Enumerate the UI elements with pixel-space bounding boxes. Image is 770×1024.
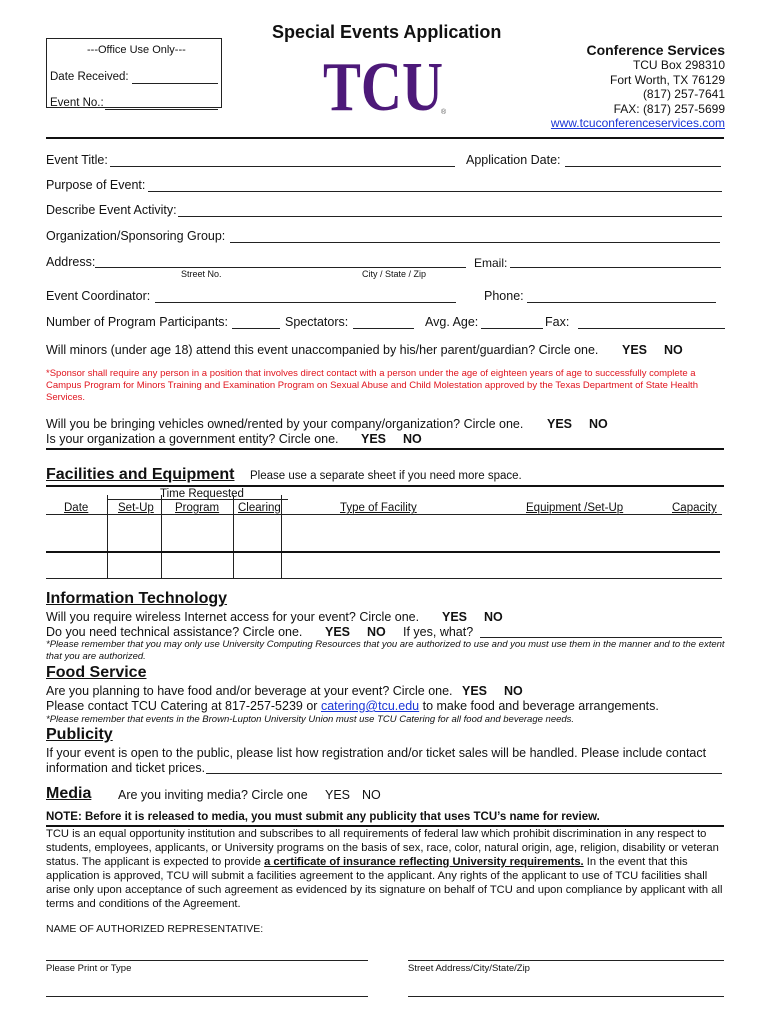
time-requested-label: Time Requested: [160, 488, 244, 500]
facilities-table: [46, 515, 722, 579]
address-caption: Street Address/City/State/Zip: [408, 963, 530, 974]
vehicles-yes-option[interactable]: YES: [547, 417, 573, 431]
authorized-rep-label: NAME OF AUTHORIZED REPRESENTATIVE:: [46, 923, 264, 935]
city-state-zip-caption: City / State / Zip: [362, 269, 427, 279]
avg-age-field[interactable]: [481, 328, 543, 329]
coordinator-field[interactable]: [155, 302, 456, 303]
legal-text-2: In the event that this application is approved, TCU will submit a facilities agreement to the applicant. Any rights of the applicant to use of TCU facilities shall arise only upon acceptance of such agreement as evidenced by its signature on behalf of TCU and upon compliance by applicant with all terms and conditions of the Agreement.: [46, 855, 723, 910]
fax-field[interactable]: [578, 328, 725, 329]
col-capacity: Capacity: [672, 502, 717, 514]
col-type-of-facility: Type of Facility: [340, 502, 417, 514]
government-no-option[interactable]: NO: [403, 432, 422, 446]
col-date: Date: [64, 502, 89, 514]
tech-no-option[interactable]: NO: [367, 625, 386, 639]
office-use-header: ---Office Use Only---: [87, 44, 186, 56]
media-note: NOTE: Before it is released to media, you must submit any publicity that uses TCU’s name for review.: [46, 811, 600, 823]
tcu-logo: [322, 52, 448, 118]
minors-yes-option[interactable]: YES: [622, 343, 648, 357]
contact-url-link[interactable]: www.tcuconferenceservices.com: [550, 116, 725, 130]
wireless-yes-option[interactable]: YES: [442, 610, 468, 624]
minors-question: Will minors (under age 18) attend this event unaccompanied by his/her parent/guardian? Circle one.: [46, 343, 599, 357]
registered-mark: ®: [441, 109, 447, 116]
if-yes-label: If yes, what?: [403, 625, 474, 639]
describe-field[interactable]: [178, 216, 722, 217]
spectators-label: Spectators:: [285, 315, 349, 329]
participants-field[interactable]: [232, 328, 280, 329]
contact-block: [551, 42, 725, 131]
signature-field-2[interactable]: [408, 996, 724, 997]
food-yes-option[interactable]: YES: [462, 684, 488, 698]
food-no-option[interactable]: NO: [504, 684, 523, 698]
purpose-field[interactable]: [148, 191, 722, 192]
rep-name-field[interactable]: [46, 960, 368, 961]
page-title: Special Events Application: [272, 22, 502, 42]
facilities-heading: Facilities and Equipment: [46, 466, 235, 483]
application-date-label: Application Date:: [466, 153, 561, 167]
it-note: *Please remember that you may only use University Computing Resources that you are authorized to use and you must use them in the manner and to the extent that you are authorized.: [46, 639, 725, 662]
event-no-label: Event No.:: [50, 97, 104, 109]
food-contact: [46, 699, 659, 713]
participants-label: Number of Program Participants:: [46, 315, 229, 329]
section-divider: [46, 448, 724, 450]
email-field[interactable]: [510, 267, 721, 268]
food-question: Are you planning to have food and/or beverage at your event? Circle one.: [46, 684, 453, 698]
legal-text-1: TCU is an equal opportunity institution and subscribes to all requirements of federal law which prohibit discrimination in any respect to students, employees, applicants, or University programs on the basis of sex, race, color, natural origin, age, religion, disability or veteran status. The applicant is expected to provide: [46, 828, 719, 868]
header-divider: [46, 137, 724, 139]
time-requested-line: [108, 499, 288, 500]
event-no-field[interactable]: [105, 109, 218, 110]
legal-paragraph: [46, 828, 726, 911]
media-yes-option[interactable]: YES: [325, 788, 351, 802]
email-label: Email:: [474, 256, 508, 270]
date-received-label: Date Received:: [50, 71, 129, 83]
org-field[interactable]: [230, 242, 720, 243]
spectators-field[interactable]: [353, 328, 414, 329]
tech-yes-option[interactable]: YES: [325, 625, 351, 639]
contact-city: Fort Worth, TX 76129: [610, 72, 725, 87]
publicity-field[interactable]: [206, 773, 722, 774]
facilities-subtext: Please use a separate sheet if you need more space.: [250, 470, 522, 482]
vehicles-question: Will you be bringing vehicles owned/rented by your company/organization? Circle one.: [46, 417, 524, 431]
media-no-option[interactable]: NO: [362, 788, 381, 802]
media-heading: Media: [46, 785, 92, 802]
minors-no-option[interactable]: NO: [664, 343, 683, 357]
publicity-heading: Publicity: [46, 726, 113, 743]
phone-label: Phone:: [484, 289, 524, 303]
media-question: Are you inviting media? Circle one: [118, 788, 308, 802]
food-note: *Please remember that events in the Brown-Lupton University Union must use TCU Catering for all food and beverage needs.: [46, 714, 575, 725]
col-divider: [233, 495, 234, 579]
contact-box: TCU Box 298310: [632, 58, 725, 72]
signature-field[interactable]: [46, 996, 368, 997]
org-label: Organization/Sponsoring Group:: [46, 229, 226, 243]
date-received-field[interactable]: [132, 83, 218, 84]
tcu-logo-mark: [322, 52, 448, 118]
street-no-caption: Street No.: [181, 269, 222, 279]
avg-age-label: Avg. Age:: [425, 315, 479, 329]
address-label: Address:: [46, 255, 96, 269]
address-field[interactable]: [95, 267, 466, 268]
contact-fax: FAX: (817) 257-5699: [613, 101, 725, 116]
col-equipment: Equipment /Set-Up: [526, 502, 624, 514]
food-heading: Food Service: [46, 664, 147, 681]
catering-email-link[interactable]: catering@tcu.edu: [320, 699, 420, 713]
col-clearing: Clearing: [238, 502, 281, 514]
tech-question: Do you need technical assistance? Circle one.: [46, 625, 303, 639]
publicity-text-2: information and ticket prices.: [46, 761, 206, 775]
government-question: Is your organization a government entity? Circle one.: [46, 432, 339, 446]
contact-phone: (817) 257-7641: [642, 87, 725, 101]
food-contact-pre: Please contact TCU Catering at 817-257-5239 or: [46, 699, 318, 713]
it-heading: Information Technology: [46, 590, 228, 607]
if-yes-field[interactable]: [480, 637, 722, 638]
phone-field[interactable]: [527, 302, 716, 303]
col-setup: Set-Up: [118, 502, 154, 514]
col-program: Program: [175, 502, 220, 514]
col-divider: [161, 495, 162, 579]
contact-name: Conference Services: [586, 42, 725, 58]
legal-certificate: a certificate of insurance reflecting University requirements.: [264, 855, 584, 868]
describe-label: Describe Event Activity:: [46, 203, 177, 217]
coordinator-label: Event Coordinator:: [46, 289, 151, 303]
tcu-logo-letters: TCU: [323, 52, 443, 118]
purpose-label: Purpose of Event:: [46, 178, 146, 192]
facilities-divider: [46, 485, 724, 487]
event-title-field[interactable]: [110, 166, 455, 167]
print-type-caption: Please Print or Type: [46, 963, 132, 974]
government-yes-option[interactable]: YES: [361, 432, 387, 446]
application-date-field[interactable]: [565, 166, 721, 167]
event-title-label: Event Title:: [46, 153, 108, 167]
table-row[interactable]: [46, 578, 722, 579]
wireless-no-option[interactable]: NO: [484, 610, 503, 624]
minors-note: *Sponsor shall require any person in a position that involves direct contact with a person under the age of eighteen years of age to successfully complete a Campus Program for Minors Training and Examination Program on Sexual Abuse and Child Molestation approved by the Texas Department of State Health Services.: [46, 368, 698, 403]
rep-address-field[interactable]: [408, 960, 724, 961]
media-divider: [46, 825, 724, 827]
col-divider: [281, 495, 282, 579]
vehicles-no-option[interactable]: NO: [589, 417, 608, 431]
wireless-question: Will you require wireless Internet access for your event? Circle one.: [46, 610, 420, 624]
fax-label: Fax:: [545, 315, 570, 329]
publicity-text-1: If your event is open to the public, please list how registration and/or ticket sales will be handled. Please include contact: [46, 746, 707, 760]
food-contact-post: to make food and beverage arrangements.: [422, 699, 659, 713]
col-divider: [107, 495, 108, 579]
table-row[interactable]: [46, 551, 720, 553]
